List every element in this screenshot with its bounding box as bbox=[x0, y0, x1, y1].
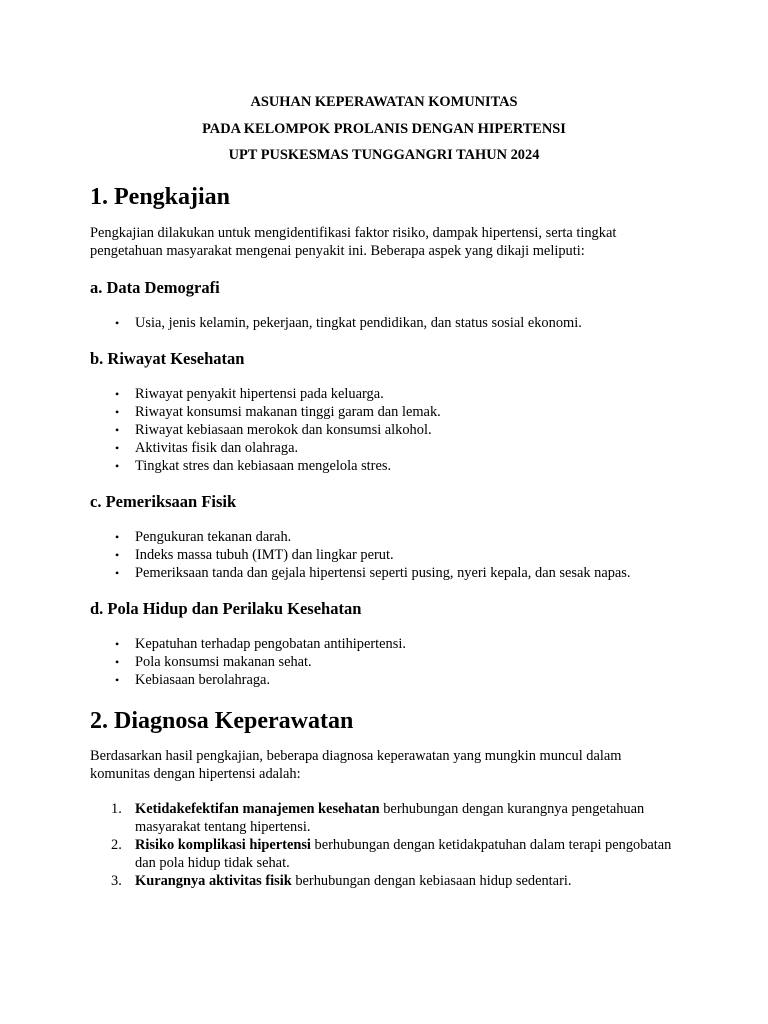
bullet-icon: • bbox=[115, 529, 120, 544]
list-item: • Pola konsumsi makanan sehat. bbox=[115, 653, 312, 670]
list-item: • Kepatuhan terhadap pengobatan antihipertensi. bbox=[115, 635, 406, 652]
list-item: • Indeks massa tubuh (IMT) dan lingkar perut. bbox=[115, 546, 394, 563]
bullet-icon: • bbox=[115, 547, 120, 562]
list-item: • Riwayat penyakit hipertensi pada keluarga. bbox=[115, 385, 384, 402]
bullet-icon: • bbox=[115, 636, 120, 651]
section-1-intro: Pengkajian dilakukan untuk mengidentifikasi faktor risiko, dampak hipertensi, serta tingkat pengetahuan masyarakat mengenai penyakit ini. Beberapa aspek yang dikaji meliputi: bbox=[90, 224, 617, 259]
subsection-a-heading: a. Data Demografi bbox=[90, 277, 220, 297]
bullet-icon: • bbox=[115, 458, 120, 473]
list-item: • Riwayat kebiasaan merokok dan konsumsi alkohol. bbox=[115, 421, 432, 438]
bullet-icon: • bbox=[115, 422, 120, 437]
subsection-d-list bbox=[90, 635, 678, 689]
section-2-heading: 2. Diagnosa Keperawatan bbox=[90, 707, 354, 734]
subsection-a-list bbox=[90, 314, 678, 332]
list-item: • Riwayat konsumsi makanan tinggi garam dan lemak. bbox=[115, 403, 441, 420]
list-item: 1. Ketidakefektifan manajemen kesehatan berhubungan dengan kurangnya pengetahuan masyarakat tentang hipertensi. bbox=[111, 800, 645, 835]
bullet-icon: • bbox=[115, 565, 120, 580]
subsection-c-list bbox=[90, 528, 678, 582]
bullet-icon: • bbox=[115, 654, 120, 669]
section-1-heading: 1. Pengkajian bbox=[90, 183, 231, 210]
list-item: • Usia, jenis kelamin, pekerjaan, tingkat pendidikan, dan status sosial ekonomi. bbox=[115, 314, 582, 331]
list-item: • Pemeriksaan tanda dan gejala hipertensi seperti pusing, nyeri kepala, dan sesak napas. bbox=[115, 564, 631, 581]
list-item: • Aktivitas fisik dan olahraga. bbox=[115, 439, 299, 456]
subsection-d-heading: d. Pola Hidup dan Perilaku Kesehatan bbox=[90, 598, 362, 618]
document-title bbox=[90, 92, 678, 172]
list-item: • Tingkat stres dan kebiasaan mengelola stres. bbox=[115, 457, 392, 474]
title-line-3: UPT PUSKESMAS TUNGGANGRI TAHUN 2024 bbox=[228, 147, 540, 163]
list-item: • Kebiasaan berolahraga. bbox=[115, 671, 271, 688]
section-2-intro: Berdasarkan hasil pengkajian, beberapa diagnosa keperawatan yang mungkin muncul dalam komunitas dengan hipertensi adalah: bbox=[90, 747, 622, 782]
bullet-icon: • bbox=[115, 404, 120, 419]
title-line-1: ASUHAN KEPERAWATAN KOMUNITAS bbox=[250, 94, 518, 110]
bullet-icon: • bbox=[115, 315, 120, 330]
bullet-icon: • bbox=[115, 386, 120, 401]
title-line-2: PADA KELOMPOK PROLANIS DENGAN HIPERTENSI bbox=[202, 120, 566, 137]
list-item: 3. Kurangnya aktivitas fisik berhubungan dengan kebiasaan hidup sedentari. bbox=[111, 872, 572, 889]
bullet-icon: • bbox=[115, 672, 120, 687]
list-item: 2. Risiko komplikasi hipertensi berhubungan dengan ketidakpatuhan dalam terapi pengobatan dan pola hidup tidak sehat. bbox=[111, 836, 672, 871]
subsection-c-heading: c. Pemeriksaan Fisik bbox=[90, 491, 237, 511]
list-item: • Pengukuran tekanan darah. bbox=[115, 528, 292, 545]
subsection-b-list bbox=[90, 385, 678, 475]
bullet-icon: • bbox=[115, 440, 120, 455]
subsection-b-heading: b. Riwayat Kesehatan bbox=[90, 348, 245, 368]
diagnosis-list bbox=[90, 800, 678, 890]
